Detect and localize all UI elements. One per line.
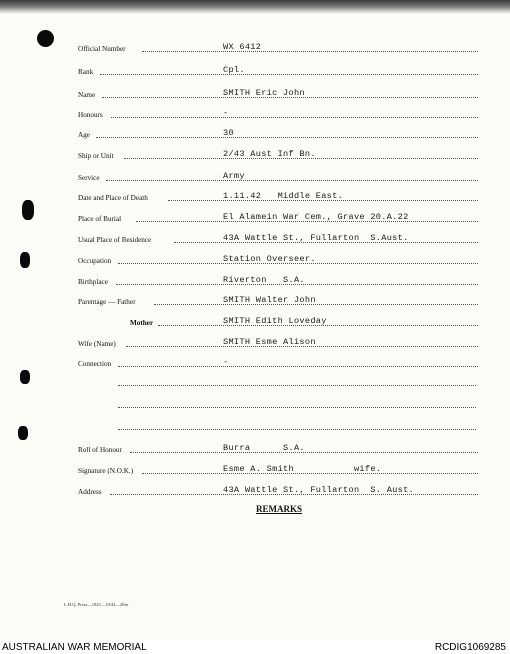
scan-top-edge [0,0,510,14]
binder-hole [20,252,30,268]
field-birthplace [78,273,478,287]
field-connection [78,355,478,369]
field-official-number [78,40,478,54]
field-value: Riverton S.A. [223,275,305,285]
field-label: Connection [78,360,112,368]
field-value: - [223,357,229,367]
blank-line [118,385,476,386]
field-label: Wife (Name) [78,340,116,348]
field-value: 43A Wattle St., Fullarton S.Aust. [223,233,409,243]
field-value: Esme A. Smith wife. [223,464,382,474]
field-value: 43A Wattle St., Fullarton S. Aust. [223,485,414,495]
dotted-line [142,51,478,52]
field-label: Date and Place of Death [78,194,148,202]
dotted-line [100,74,478,75]
field-wife [78,335,478,349]
field-value: SMITH Walter John [223,295,316,305]
field-label: Address [78,488,102,496]
field-service [78,169,478,183]
field-label: Honours [78,111,103,119]
blank-line [118,407,476,408]
field-value: Cpl. [223,65,245,75]
field-value: Burra S.A. [223,443,305,453]
field-label: Age [78,131,90,139]
binder-hole [18,426,28,440]
field-value: - [223,108,229,118]
field-label: Service [78,174,100,182]
field-value: SMITH Esme Alison [223,337,316,347]
dotted-line [154,304,478,305]
field-label: Rank [78,68,94,76]
field-father [78,293,478,307]
field-label: Occupation [78,257,112,265]
field-value: Army [223,171,245,181]
field-usual-residence [78,231,478,245]
archive-credit: AUSTRALIAN WAR MEMORIAL [2,642,147,653]
field-value: WX 6412 [223,42,262,52]
field-mother [78,314,478,328]
field-address [78,483,478,497]
form-print-number: L.H.Q. Press—1825—10/44—20m. [64,602,130,607]
field-place-of-burial [78,210,478,224]
field-value: SMITH Edith Loveday [223,316,327,326]
field-label: Signature (N.O.K.) [78,467,134,475]
field-label: Parentage — Father [78,298,136,306]
field-value: El Alamein War Cem., Grave 20.A.22 [223,212,409,222]
field-occupation [78,252,478,266]
field-ship-or-unit [78,147,478,161]
field-date-place-of-death [78,189,478,203]
field-label: Place of Burial [78,215,122,223]
field-roll-of-honour [78,441,478,455]
field-label: Mother [130,319,154,327]
binder-hole [20,370,30,384]
archive-reference-id: RCDIG1069285 [434,642,506,653]
field-value: 1.11.42 Middle East. [223,191,344,201]
binder-hole [22,200,34,220]
dotted-line [118,366,478,367]
field-label: Roll of Honour [78,446,122,454]
binder-hole [37,30,54,47]
field-label: Birthplace [78,278,108,286]
field-name [78,86,478,100]
field-signature-nok [78,462,478,476]
field-value: SMITH Eric John [223,88,305,98]
field-value: 2/43 Aust Inf Bn. [223,149,316,159]
field-label: Usual Place of Residence [78,236,152,244]
field-rank [78,63,478,77]
dotted-line [96,137,478,138]
remarks-heading: REMARKS [256,504,303,514]
dotted-line [111,117,478,118]
field-label: Official Number [78,45,126,53]
field-value: 30 [223,128,234,138]
field-label: Ship or Unit [78,152,114,160]
field-honours [78,106,478,120]
dotted-line [106,180,478,181]
field-label: Name [78,91,96,99]
field-value: Station Overseer. [223,254,316,264]
blank-line [118,429,476,430]
field-age [78,126,478,140]
